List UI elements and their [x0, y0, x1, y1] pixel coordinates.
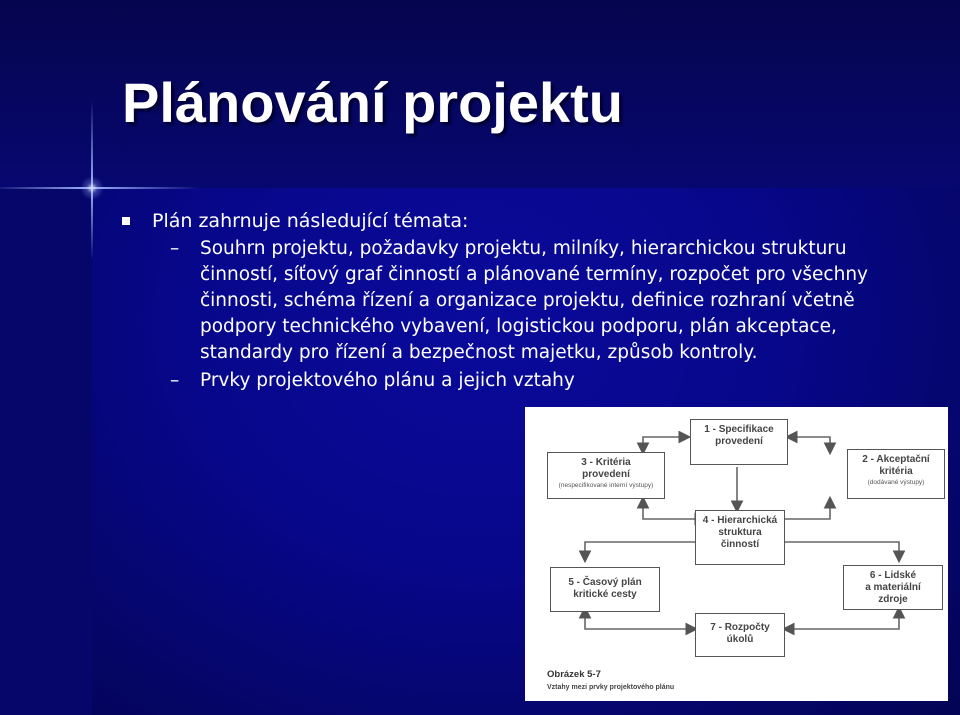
- sub-bullet-text: Souhrn projektu, požadavky projektu, milníky, hierarchickou strukturu činností, síťový graf činností a plánované termíny, rozpočet pro všechny činnosti, schéma řízení a organizace projektu, definice rozhraní včetně podpory technického vybavení, logistickou podporu, plán akceptace, standardy pro řízení a bezpečnost majetku, způsob kontroly.: [200, 238, 868, 363]
- bullet-list: [122, 208, 942, 394]
- connector-arrow: [770, 542, 899, 560]
- relationship-diagram: [525, 407, 948, 701]
- bullet-text: Plán zahrnuje následující témata:: [152, 210, 469, 232]
- square-bullet-icon: [122, 217, 130, 225]
- left-band: [0, 188, 92, 715]
- box-specifikace: 1 - Specifikace provedení: [690, 419, 788, 465]
- box-casovy-plan: 5 - Časový plán kritické cesty: [550, 567, 660, 612]
- sub-bullet-item: [170, 236, 942, 366]
- box-lidske-zdroje: 6 - Lidské a materiální zdroje: [843, 565, 943, 610]
- connector-arrow: [785, 609, 899, 629]
- dash-bullet-icon: –: [170, 238, 180, 259]
- connector-arrow: [643, 437, 688, 452]
- box-rozpocty: 7 - Rozpočty úkolů: [695, 613, 785, 657]
- slide-title: Plánování projektu: [122, 71, 623, 134]
- box-akceptacni-kriteria: 2 - Akceptační kritéria (dodávané výstupy): [847, 449, 945, 499]
- figure-caption-label: Obrázek 5-7: [547, 669, 601, 680]
- box-hierarchicka-struktura: 4 - Hierarchická struktura činností: [695, 510, 785, 565]
- sub-bullet-item: [170, 368, 942, 394]
- dash-bullet-icon: –: [170, 370, 180, 391]
- figure-caption-text: Vztahy mezi prvky projektového plánu: [547, 684, 675, 691]
- connector-arrow: [585, 542, 704, 560]
- connector-arrow: [788, 437, 830, 452]
- sub-bullet-text: Prvky projektového plánu a jejich vztahy: [200, 370, 575, 391]
- box-kriteria-provedeni: 3 - Kritéria provedení (nespecifikované interní výstupy): [547, 452, 665, 499]
- connector-arrow: [585, 609, 695, 629]
- bullet-item: [122, 208, 942, 234]
- sparkle-icon: [78, 176, 106, 200]
